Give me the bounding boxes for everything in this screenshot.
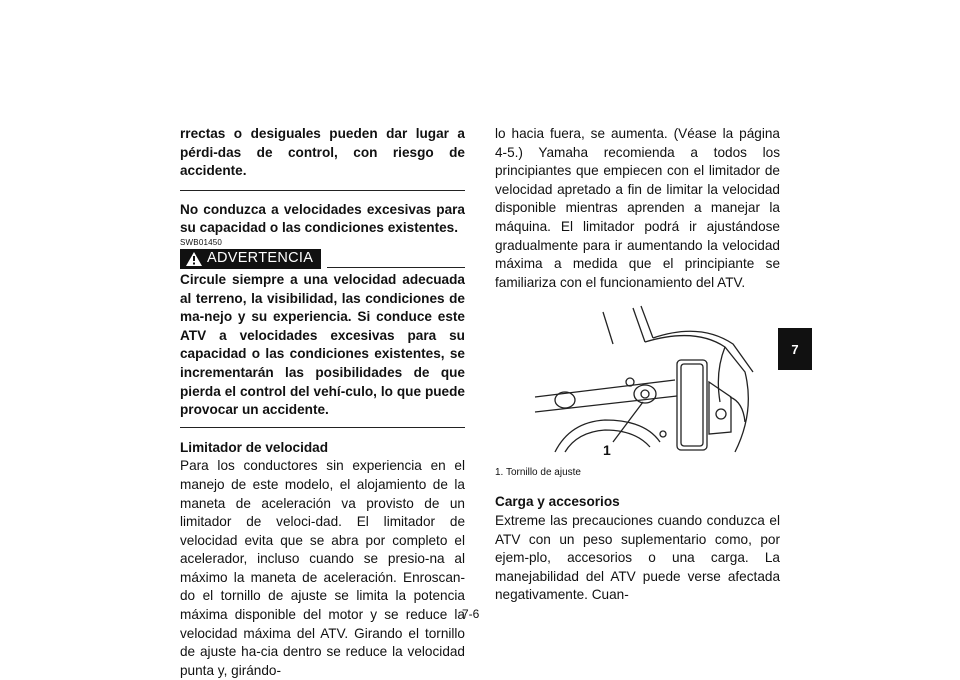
warning-icon: [186, 252, 202, 266]
throttle-illustration: [495, 302, 780, 462]
warning-rule: [327, 267, 465, 268]
continued-text: lo hacia fuera, se aumenta. (Véase la página 4-5.) Yamaha recomienda a todos los principiantes que empiecen con el limitador de velocidad apretado a fin de limitar la velocidad disponible mientras aprenden a manejar la máquina. El limitador podrá ir ajustándose gradualmente para ir aumentando la velocidad máxima a medida que el principiante se familiariza con el funcionamiento del ATV.: [495, 126, 780, 290]
warning-badge: [180, 249, 321, 269]
divider: [180, 427, 465, 428]
figure-callout: 1: [603, 442, 611, 459]
figure-caption: 1. Tornillo de ajuste: [495, 467, 581, 479]
right-column: [495, 125, 780, 605]
warning-text: Circule siempre a una velocidad adecuada al terreno, la visibilidad, las condiciones de ma-nejo y su experiencia. Si conduce este ATV a velocidades excesivas para su capacidad o las condiciones existentes, se incrementarán las posibilidades de que pierda el control del vehí-culo, lo que puede provocar un accidente.: [180, 271, 465, 418]
section-title-speed-limiter: Limitador de velocidad: [180, 439, 329, 455]
warning-continuation: rrectas o desiguales pueden dar lugar a pérdi-das de control, con riesgo de accidente.: [180, 126, 465, 179]
divider: [180, 190, 465, 191]
section-text-load: Extreme las precauciones cuando conduzca el ATV con un peso suplementario como, por ejem-plo, accesorios o una carga. La manejabilidad del ATV puede verse afectada negativamente. Cuan-: [495, 512, 780, 603]
page-number: 7-6: [462, 607, 480, 621]
speed-warning: No conduzca a velocidades excesivas para su capacidad o las condiciones existentes.: [180, 201, 465, 236]
section-text-speed-limiter: Para los conductores sin experiencia en el manejo de este modelo, el alojamiento de la maneta de aceleración va provisto de un limitador de veloci-dad. El limitador de velocidad evita que se abra por completo el acelerador, incluso cuando se presio-na al máximo la maneta de aceleración. Enroscan-do el tornillo de ajuste se limita la potencia máxima disponible del motor y se reduce la velocidad máxima del ATV. Girando el tornillo de ajuste ha-cia dentro se reduce la velocidad punta y, girándo-: [180, 458, 465, 678]
warning-header: [180, 249, 465, 269]
warning-code: SWB01450: [180, 237, 223, 247]
warning-label: ADVERTENCIA: [207, 250, 314, 267]
chapter-tab: 7: [778, 328, 812, 370]
left-column: [180, 125, 465, 680]
section-title-load: Carga y accesorios: [495, 494, 620, 510]
throttle-figure: [495, 302, 780, 462]
